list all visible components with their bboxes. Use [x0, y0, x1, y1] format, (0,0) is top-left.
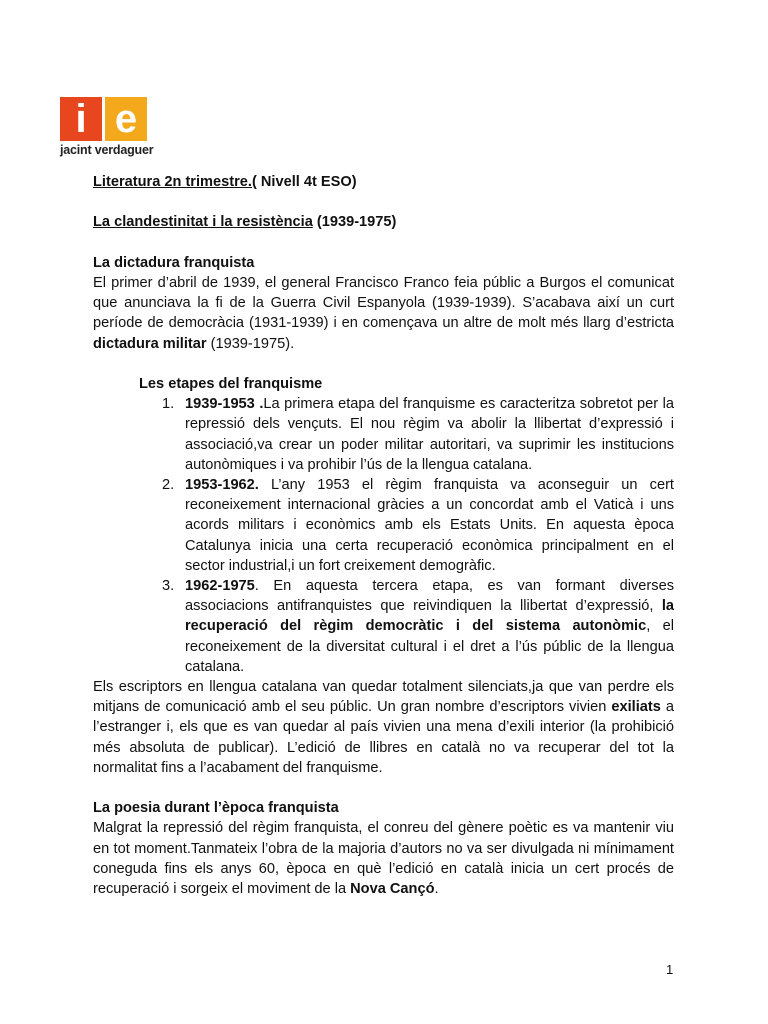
section-title: La clandestinitat i la resistència	[93, 214, 313, 231]
logo-boxes	[60, 97, 156, 141]
document-body	[93, 172, 674, 899]
course-title: Literatura 2n trimestre.	[93, 174, 252, 190]
etapa-years: 1939-1953 .	[185, 396, 264, 413]
escriptors-paragraph: Els escriptors en llengua catalana van quedar totalment silenciats,ja que van perdre els mitjans de comunicació amb el seu públic. Un gran nombre d’escriptors vivien exiliats a l’estranger i, els que es van quedar al país vivien una mena d’exili interior (la prohibició més absoluta de publicar). L’edició de llibres en català no va recuperar del tot la normalitat fins a l’acabament del franquisme.	[93, 679, 674, 776]
list-item: 3. 1962-1975. En aquesta tercera etapa, es van formant diverses associacions antifranquistes que reivindiquen la llibertat d’expressió, la recuperació del règim democràtic i del sistema autonòmic, el reconeixement de la diversitat cultural i el dret a l’ús públic de la llengua catalana.	[162, 578, 675, 675]
dictadura-paragraph: El primer d’abril de 1939, el general Francisco Franco feia públic a Burgos el comunicat que anunciava la fi de la Guerra Civil Espanyola (1939-1939). S’acabava així un curt període de democràcia (1931-1939) i en començava un altre de molt més llarg d’estricta dictadura militar (1939-1975).	[93, 274, 674, 352]
course-level: ( Nivell 4t ESO)	[251, 174, 357, 190]
poesia-heading: La poesia durant l’època franquista	[93, 800, 339, 817]
poesia-paragraph: Malgrat la repressió del règim franquista, el conreu del gènere poètic es va mantenir viu en tot moment.Tanmateix l’obra de la majoria d’autors no va ser divulgada ni mínimament coneguda fins els anys 60, època en què l’edició en català inicia un cert procés de recuperació i sorgeix el moviment de la Nova Cançó.	[93, 820, 674, 898]
school-logo	[60, 97, 156, 157]
page-number: 1	[666, 962, 674, 977]
list-number: 2.	[162, 477, 175, 493]
logo-school-name: jacint verdaguer	[60, 143, 154, 157]
list-number: 3.	[162, 578, 175, 595]
etapa-years: 1962-1975	[185, 578, 255, 595]
etapa-years: 1953-1962.	[185, 477, 259, 493]
etapes-heading: Les etapes del franquisme	[139, 375, 323, 392]
dictadura-heading: La dictadura franquista	[93, 254, 255, 271]
dictadura-bold: dictadura militar	[93, 335, 207, 352]
section-years: (1939-1975)	[312, 214, 397, 231]
list-item: 2. 1953-1962. L’any 1953 el règim franquista va aconseguir un cert reconeixement internacional gràcies a un concordat amb el Vaticà i uns acords militars i econòmics amb els Estats Units. En aquesta època Catalunya inicia una certa recuperació econòmica principalment en el sector industrial,i un fort creixement demogràfic.	[162, 477, 674, 574]
logo-letter-e: e	[105, 97, 147, 141]
etapa-bold-phrase: la recuperació del règim democràtic i del sistema autonòmic	[185, 598, 674, 635]
list-number: 1.	[162, 396, 175, 413]
poesia-bold: Nova Cançó	[350, 881, 435, 898]
etapes-list	[93, 394, 674, 677]
list-item: 1. 1939-1953 .La primera etapa del franquisme es caracteritza sobretot per la repressió dels vençuts. El nou règim va abolir la llibertat d’expressió i associació,va crear un poder militar autoritari, va suprimir les institucions autonòmiques i va prohibir l’ús de la llengua catalana.	[162, 396, 674, 473]
logo-letter-i: i	[60, 97, 102, 141]
course-title-line	[93, 172, 674, 192]
escriptors-bold: exiliats	[611, 699, 661, 716]
section-title-line	[93, 212, 674, 232]
